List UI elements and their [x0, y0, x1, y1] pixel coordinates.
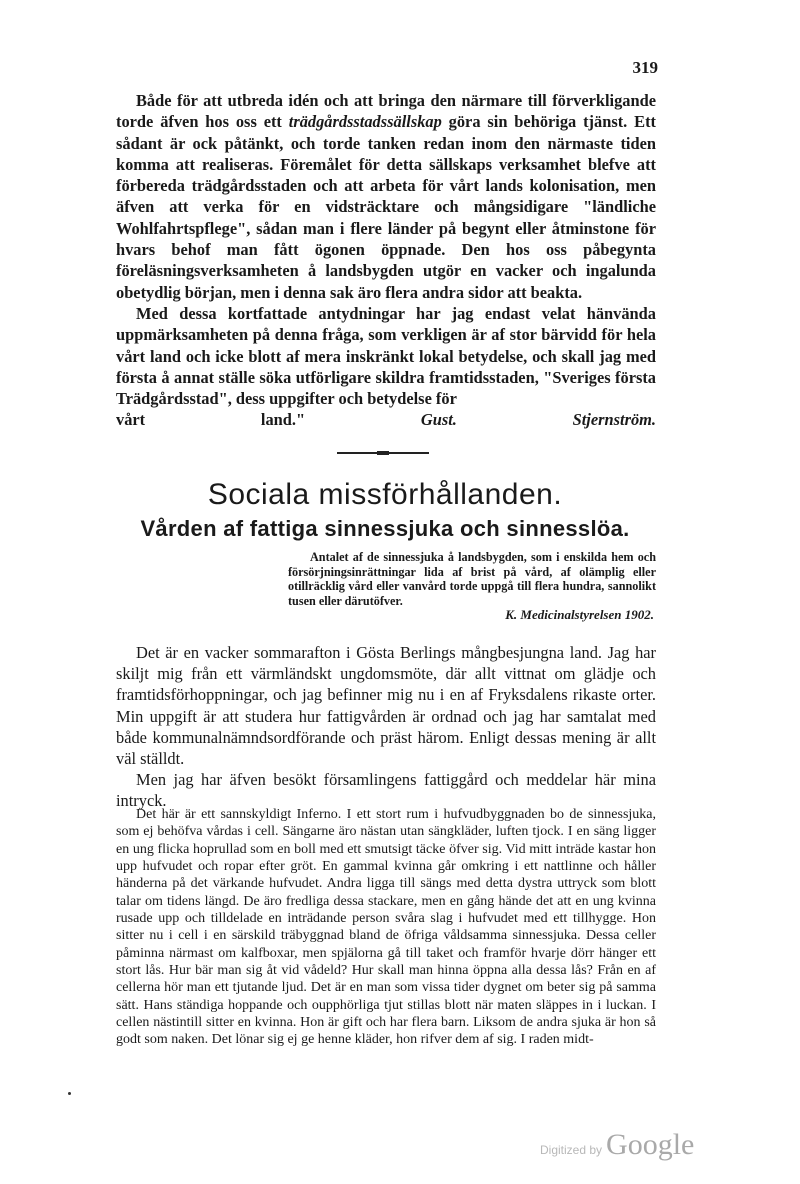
google-logo: Google	[606, 1128, 695, 1161]
paragraph: Det här är ett sannskyldigt Inferno. I ett stort rum i hufvudbyggnaden bo de sinnessjuka, som ej behöfva vårdas i cell. Sängarne äro nästan utan sängkläder, luften tjock. I en säng ligger en ung flicka hoprullad som en boll med ett smutsigt täcke öfver sig. Vid mitt inträde kastar hon upp hufvudet och ropar efter gröt. En gammal kvinna går omkring i ett nattlinne och håller händerna på det värkande hufvudet. Andra ligga till sängs med detta dystra uttryck som blott talar om tidens längd. De äro fredliga dessa stackare, men en gång hände det att en ung kvinna rusade upp och tilldelade en inträdande person svåra slag i hufvudet med ett tillhygge. Hon sitter nu i cell i en särskild träbyggnad bland de öfriga våldsamma sinnessjuka. Dessa celler påminna närmast om kalfboxar, men spjälorna gå till taket och framför hvarje dörr hänger ett stort lås. Hur bär man sig åt vid vådeld? Hur skall man hinna öppna alla dessa lås? Från en af cellerna hör man ett tjutande ljud. Det är en man som vissa tider dygnet om beter sig på samma sätt. Hans ständiga hoppande och oupphörliga tjut stillas blott när maten släppes in i luckan. I cellen nästintill sitter en kvinna. Hon är gift och har flera barn. Liksom de andra sjuka är hon så godt som naken. Det lönar sig ej ge henne kläder, hon rifver dem af sig. I raden midt-	[116, 807, 656, 1048]
author-signature: Gust. Stjernström.	[420, 410, 656, 430]
epigraph	[288, 550, 656, 623]
closing-section-text	[116, 90, 656, 431]
paragraph: Men jag har äfven besökt församlingens fattiggård och meddelar här mina intryck.	[116, 770, 656, 811]
quoted-report	[116, 806, 656, 1049]
epigraph-source: K. Medicinalstyrelsen 1902.	[505, 607, 654, 623]
paragraph	[116, 90, 656, 303]
signoff-line	[116, 409, 656, 430]
section-title: Sociala missförhållanden.	[207, 478, 563, 511]
margin-mark	[68, 1092, 71, 1095]
paragraph: Med dessa kortfattade antydningar har jag endast velat hänvända uppmärksamheten på denna fråga, som verkligen är af stor bärvidd för hela vårt land och icke blott af mera inskränkt lokal betydelse, och skall jag med första å annat ställe söka utförligare skildra framtidsstaden, "Sveriges första Trädgårdsstad", dess uppgifter och betydelse för	[116, 303, 656, 409]
page-number: 319	[632, 58, 658, 77]
watermark-prefix: Digitized by	[540, 1143, 603, 1157]
section-subtitle: Vården af fattiga sinnessjuka och sinnesslöa.	[140, 516, 630, 541]
section-separator	[337, 452, 429, 454]
paragraph-text: göra sin behöriga tjänst. Ett sådant är ock påtänkt, och torde tanken redan inom den närmaste tiden komma att realiseras. Föremålet för detta sällskaps verksamhet blefve att förbereda trädgårdsstaden och att arbeta för vårt lands kolonisation, men äfven att verka för en vidsträcktare och mångsidigare "ländliche Wohlfahrtspflege", sådan man i flere länder på begynt eller åtminstone för hvars behof man fått ögonen öppnade. Den hos oss påbegynta föreläsningsverksamheten å landsbygden utgör en vacker och ingalunda obetydlig början, men i denna sak äro flera andra sidor att beakta.	[116, 112, 656, 302]
paragraph-text: Både för att utbreda idén och att bringa den närmare till förverkligande torde äfven hos oss ett	[116, 91, 656, 132]
body-text	[116, 642, 656, 812]
epigraph-text: Antalet af de sinnessjuka å landsbygden, som i enskilda hem och försörjningsinrättningar lida af brist på vård, af olämplig eller otillräcklig vård eller vanvård torde uppgå till flera hundra, sannolikt tusen eller därutöfver.	[288, 550, 656, 608]
digitization-watermark	[540, 1128, 710, 1168]
paragraph: Det är en vacker sommarafton i Gösta Berlings mångbesjungna land. Jag har skiljt mig från ett värmländskt ungdomsmöte, där allt vittnat om glädje och framtidsförhoppningar, och jag befinner mig nu i en af Fryksdalens rikaste orter. Min uppgift är att studera hur fattigvården är ordnad och jag har samtalat med både kommunalnämndsordförande och präst härom. Enligt dessas mening är allt väl ställdt.	[116, 643, 656, 769]
paragraph-final-line: vårt land."	[116, 410, 306, 430]
emphasized-term: trädgårdsstadssällskap	[288, 112, 442, 132]
separator-ornament	[377, 451, 389, 455]
